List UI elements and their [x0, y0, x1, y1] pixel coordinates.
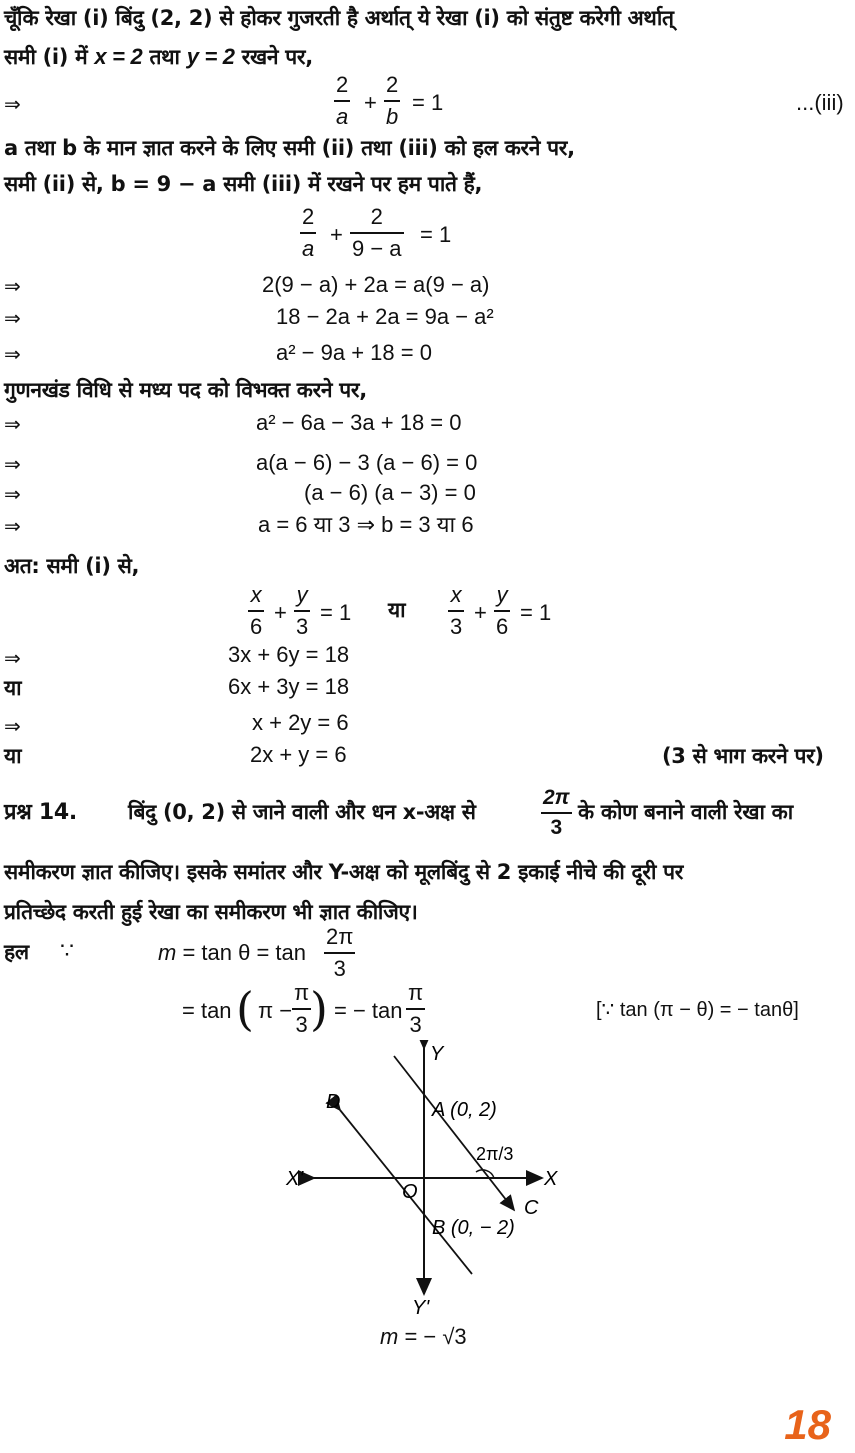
- label-x: X: [544, 1168, 558, 1190]
- or-word: या: [388, 598, 406, 622]
- question-number: प्रश्न 14.: [4, 800, 77, 825]
- because-symbol: ∵: [60, 938, 74, 963]
- plus-sign: +: [474, 600, 487, 625]
- label-point-c: C: [524, 1197, 539, 1219]
- right-paren: ): [310, 982, 328, 1036]
- equation-step-2: 18 − 2a + 2a = 9a − a²: [276, 304, 494, 329]
- minus-tan: = − tan: [334, 998, 403, 1023]
- equation-tag-iii: ...(iii): [796, 90, 844, 115]
- equals-one: = 1: [420, 222, 452, 247]
- equals-one: = 1: [320, 600, 352, 625]
- label-point-d: D: [326, 1091, 341, 1113]
- equals-one: = 1: [520, 600, 552, 625]
- para-line-2: समी (i) में x = 2 तथा y = 2 रखने पर,: [4, 44, 313, 69]
- implies-arrow: ⇒: [4, 646, 21, 670]
- page-number: 18: [784, 1401, 831, 1448]
- label-point-a: A (0, 2): [432, 1099, 497, 1121]
- equation-line-1: 3x + 6y = 18: [228, 642, 350, 667]
- tan-equals: = tan: [182, 998, 232, 1023]
- fraction-2-b: 2 b: [386, 72, 399, 129]
- pi-minus: π −: [258, 998, 293, 1023]
- plus-sign: +: [364, 90, 377, 115]
- fraction-pi-3-b: π 3: [408, 980, 424, 1037]
- fraction-2pi-3-b: 2π 3: [326, 924, 354, 981]
- equation-step-3: a² − 9a + 18 = 0: [276, 340, 432, 365]
- fraction-y-6: y 6: [496, 582, 509, 639]
- fraction-y-3: y 3: [296, 582, 309, 639]
- implies-arrow: ⇒: [4, 342, 21, 366]
- fraction-2pi-3: 2π 3: [543, 786, 570, 839]
- equation-line-3: x + 2y = 6: [252, 710, 349, 735]
- equation-line-2: 6x + 3y = 18: [228, 674, 350, 699]
- fraction-pi-3: π 3: [294, 980, 310, 1037]
- solution-label: हल: [4, 940, 29, 964]
- para-line-1: चूँकि रेखा (i) बिंदु (2, 2) से होकर गुजरती है अर्थात् ये रेखा (i) को संतुष्ट करेगी अर्थात्: [4, 6, 674, 30]
- equation-step-1: 2(9 − a) + 2a = a(9 − a): [262, 272, 490, 297]
- or-word: या: [4, 744, 22, 768]
- label-angle: 2π/3: [476, 1144, 514, 1164]
- slope-line-1: m = tan θ = tan: [158, 940, 306, 965]
- equation-line-4: 2x + y = 6: [250, 742, 347, 767]
- implies-arrow: ⇒: [4, 482, 21, 506]
- question-text-1: बिंदु (0, 2) से जाने वाली और धन x-अक्ष से: [128, 800, 476, 824]
- fraction-x-6: x 6: [250, 582, 263, 639]
- implies-arrow: ⇒: [4, 92, 21, 116]
- fraction-2-9-a: 2 9 − a: [352, 204, 402, 261]
- or-word: या: [4, 676, 22, 700]
- plus-sign: +: [330, 222, 343, 247]
- implies-arrow: ⇒: [4, 514, 21, 538]
- question-text-2: के कोण बनाने वाली रेखा का: [578, 800, 793, 824]
- implies-arrow: ⇒: [4, 412, 21, 436]
- implies-arrow: ⇒: [4, 306, 21, 330]
- para-line-6: अत: समी (i) से,: [4, 554, 140, 578]
- implies-arrow: ⇒: [4, 452, 21, 476]
- equation-step-6: (a − 6) (a − 3) = 0: [304, 480, 476, 505]
- equation-step-5: a(a − 6) − 3 (a − 6) = 0: [256, 450, 478, 475]
- label-origin: O: [402, 1181, 418, 1203]
- equation-step-4: a² − 6a − 3a + 18 = 0: [256, 410, 462, 435]
- label-point-b: B (0, − 2): [432, 1217, 515, 1239]
- para-line-4: समी (ii) से, b = 9 − a समी (iii) में रखने पर हम पाते हैं,: [4, 172, 483, 196]
- fraction-2-a: 2 a: [336, 72, 349, 129]
- para-line-3: a तथा b के मान ज्ञात करने के लिए समी (ii) तथा (iii) को हल करने पर,: [4, 136, 575, 160]
- fraction-2-a-second: 2 a: [302, 204, 315, 261]
- question-text-4: प्रतिच्छेद करती हुई रेखा का समीकरण भी ज्ञात कीजिए।: [4, 900, 418, 924]
- question-text-3: समीकरण ज्ञात कीजिए। इसके समांतर और Y-अक्ष को मूलबिंदु से 2 इकाई नीचे की दूरी पर: [4, 860, 684, 884]
- implies-arrow: ⇒: [4, 714, 21, 738]
- left-paren: (: [236, 982, 254, 1036]
- dividing-note: (3 से भाग करने पर): [662, 744, 824, 768]
- label-x-prime: X': [286, 1168, 304, 1190]
- equation-step-7: a = 6 या 3 ⇒ b = 3 या 6: [258, 512, 474, 537]
- identity-note: [∵ tan (π − θ) = − tanθ]: [596, 999, 799, 1021]
- label-y: Y: [430, 1043, 444, 1065]
- para-line-5: गुणनखंड विधि से मध्य पद को विभक्त करने पर,: [4, 378, 367, 402]
- equals-one: = 1: [412, 90, 444, 115]
- line-graph-figure: [280, 1040, 570, 1320]
- implies-arrow: ⇒: [4, 274, 21, 298]
- plus-sign: +: [274, 600, 287, 625]
- fraction-x-3: x 3: [450, 582, 463, 639]
- label-y-prime: Y': [412, 1297, 430, 1319]
- slope-result: m = − √3: [380, 1324, 467, 1349]
